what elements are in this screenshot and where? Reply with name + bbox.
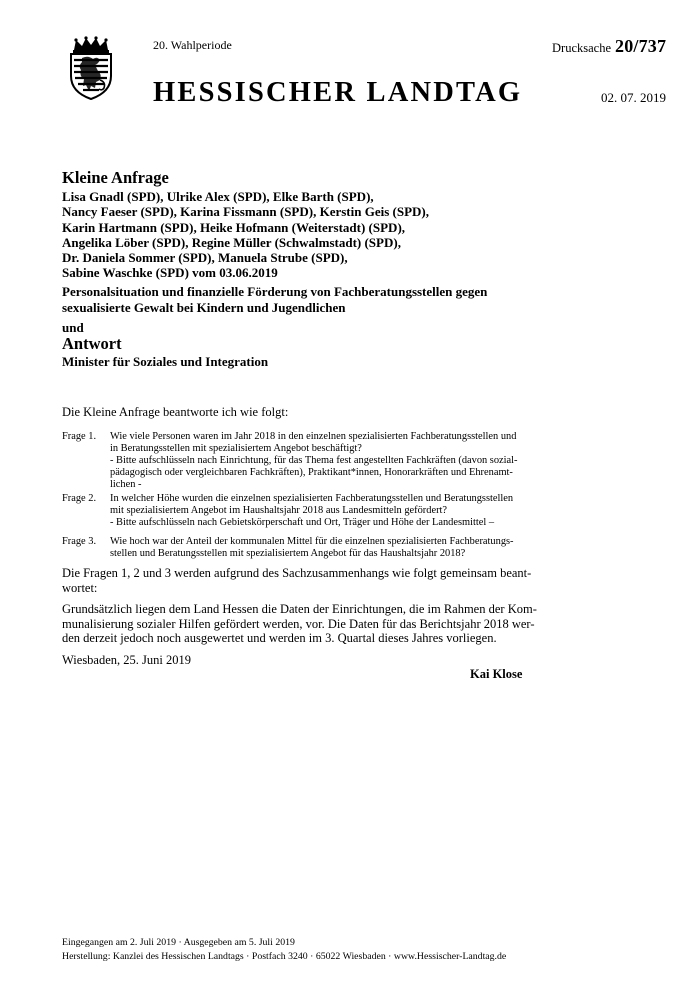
answer-intro-paragraph — [62, 566, 532, 595]
footer-imprint: Herstellung: Kanzlei des Hessischen Landtags · Postfach 3240 · 65022 Wiesbaden · www.Hessischer-Landtag.de — [62, 951, 507, 962]
authors-line: Karin Hartmann (SPD), Heike Hofmann (Weiterstadt) (SPD), — [62, 219, 406, 235]
frage-line: stellen und Beratungsstellen mit spezialisiertem Angebot für das Haushaltsjahr 2018? — [110, 547, 466, 559]
intro-text: Die Kleine Anfrage beantworte ich wie folgt: — [62, 405, 289, 419]
authors-line: Nancy Faeser (SPD), Karina Fissmann (SPD), Kerstin Geis (SPD), — [62, 204, 429, 220]
frage-line: Wie viele Personen waren im Jahr 2018 in den einzelnen spezialisierten Fachberatungsstellen und — [110, 431, 517, 442]
frage-line: - Bitte aufschlüsseln nach Gebietskörperschaft und Ort, Träger und Höhe der Landesmittel – — [110, 516, 495, 528]
frage-line: In welcher Höhe wurden die einzelnen spezialisierten Fachberatungsstellen und Beratungsstellen — [110, 493, 514, 504]
frage-label: Frage 2. — [62, 493, 97, 504]
frage-line: Wie hoch war der Anteil der kommunalen Mittel für die einzelnen spezialisierten Fachberatungs- — [110, 536, 514, 547]
frage-3 — [62, 536, 524, 560]
frage-1 — [62, 431, 524, 491]
paragraph-line: wortet: — [62, 580, 98, 595]
paragraph-line: Grundsätzlich liegen dem Land Hessen die Daten der Einrichtungen, die im Rahmen der Kom- — [62, 602, 537, 616]
und-connector: und — [62, 320, 84, 335]
drucksache-number: 20/737 — [615, 36, 667, 56]
subject-block — [62, 284, 522, 315]
drucksache — [552, 36, 666, 57]
footer-dates: Eingegangen am 2. Juli 2019 · Ausgegeben am 5. Juli 2019 — [62, 937, 295, 948]
drucksache-label: Drucksache — [552, 41, 611, 55]
page-title: HESSISCHER LANDTAG — [153, 77, 523, 108]
wahlperiode: 20. Wahlperiode — [153, 38, 232, 52]
frage-text — [110, 536, 524, 560]
subject-line: sexualisierte Gewalt bei Kindern und Jugendlichen — [62, 299, 346, 315]
frage-label: Frage 3. — [62, 536, 97, 547]
authors-line: Sabine Waschke (SPD) vom 03.06.2019 — [62, 265, 278, 281]
frage-2 — [62, 493, 524, 529]
paragraph-line: munalisierung sozialer Hilfen gefördert werden, vor. Die Daten für das Berichtsjahr 2018 wer- — [62, 616, 535, 631]
frage-text — [110, 493, 524, 529]
frage-text — [110, 431, 524, 491]
paragraph-line: den derzeit jedoch noch ausgewertet und werden im 3. Quartal dieses Jahres vorliegen. — [62, 631, 497, 646]
minister-line: Minister für Soziales und Integration — [62, 354, 269, 369]
authors-block — [62, 189, 502, 281]
hessen-lion-coat-of-arms-icon — [62, 36, 120, 100]
frage-line: pädagogisch oder vergleichbaren Fachkräften), Praktikant*innen, Honorarkräften und Ehrenamt- — [110, 466, 513, 478]
frage-label: Frage 1. — [62, 431, 97, 442]
antwort-heading: Antwort — [62, 334, 122, 353]
authors-line: Dr. Daniela Sommer (SPD), Manuela Strube (SPD), — [62, 250, 348, 266]
frage-line: lichen - — [110, 478, 142, 490]
kleine-anfrage-heading: Kleine Anfrage — [62, 168, 169, 187]
frage-line: in Beratungsstellen mit spezialisiertem Angebot beschäftigt? — [110, 442, 362, 454]
authors-line: Lisa Gnadl (SPD), Ulrike Alex (SPD), Elke Barth (SPD), — [62, 189, 374, 204]
authors-line: Angelika Löber (SPD), Regine Müller (Schwalmstadt) (SPD), — [62, 234, 401, 250]
frage-line: mit spezialisiertem Angebot im Haushaltsjahr 2018 aus Landesmitteln gefördert? — [110, 504, 448, 516]
frage-line: - Bitte aufschlüsseln nach Einrichtung, für das Thema fest angestellten Fachkräften (davon sozial- — [110, 454, 518, 466]
answer-paragraph — [62, 602, 537, 646]
place-date: Wiesbaden, 25. Juni 2019 — [62, 653, 191, 667]
paragraph-line: Die Fragen 1, 2 und 3 werden aufgrund des Sachzusammenhangs wie folgt gemeinsam beant- — [62, 566, 532, 580]
header-date: 02. 07. 2019 — [601, 90, 666, 105]
subject-line: Personalsituation und finanzielle Förderung von Fachberatungsstellen gegen — [62, 284, 488, 299]
signature: Kai Klose — [470, 667, 523, 681]
